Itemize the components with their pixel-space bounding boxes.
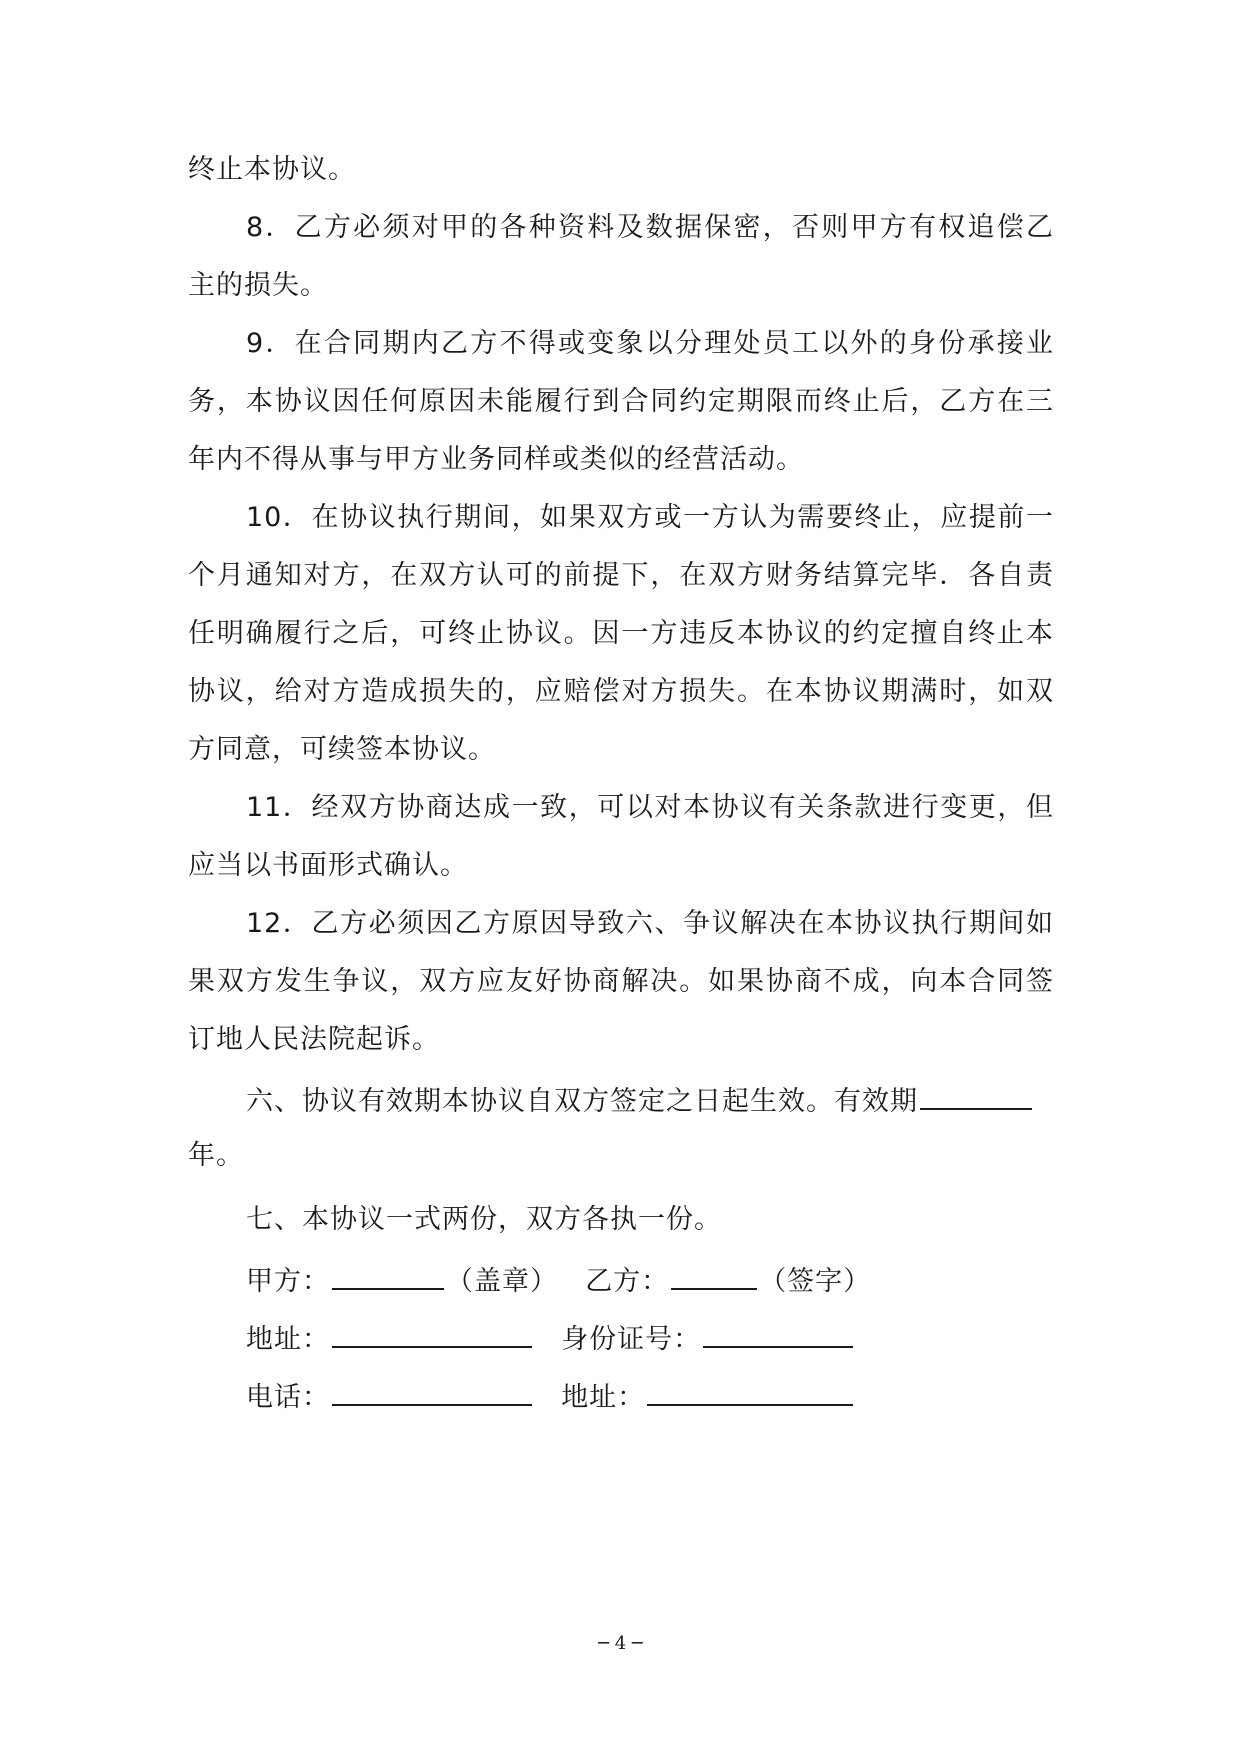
address-2-blank[interactable]	[647, 1374, 853, 1406]
address-label: 地址：	[246, 1324, 330, 1355]
clause-9-line-3: 年内不得从事与甲方业务同样或类似的经营活动。	[188, 444, 804, 475]
section-7: 七、本协议一式两份，双方各执一份。	[246, 1204, 722, 1235]
clause-10-line-5: 方同意，可续签本协议。	[188, 734, 496, 765]
clause-11-line-1: 11．经双方协商达成一致，可以对本协议有关条款进行变更，但	[246, 792, 1054, 823]
clause-9-line-1: 9．在合同期内乙方不得或变象以分理处员工以外的身份承接业	[246, 328, 1054, 359]
section-6-line-2: 年。	[188, 1140, 244, 1171]
page-number: ─ 4 ─	[598, 1633, 643, 1654]
phone-address-row	[246, 1374, 855, 1414]
phone-label: 电话：	[246, 1382, 330, 1413]
party-row	[246, 1258, 871, 1298]
party-a-note: （盖章）	[446, 1266, 558, 1297]
address-id-row	[246, 1316, 855, 1356]
section-6-line-1	[246, 1078, 1034, 1118]
clause-8-line-2: 主的损失。	[188, 270, 328, 301]
id-number-blank[interactable]	[703, 1316, 853, 1348]
id-number-label: 身份证号：	[561, 1324, 702, 1355]
clause-12-line-3: 订地人民法院起诉。	[188, 1024, 440, 1055]
party-b-note: （签字）	[759, 1266, 872, 1297]
clause-8-line-1: 8．乙方必须对甲的各种资料及数据保密，否则甲方有权追偿乙	[246, 212, 1054, 243]
clause-12-line-1: 12．乙方必须因乙方原因导致六、争议解决在本协议执行期间如	[246, 908, 1054, 939]
party-a-label: 甲方：	[246, 1266, 330, 1297]
party-a-blank[interactable]	[332, 1258, 444, 1290]
clause-11-line-2: 应当以书面形式确认。	[188, 850, 468, 881]
address-blank[interactable]	[332, 1316, 532, 1348]
party-b-label: 乙方：	[585, 1266, 670, 1297]
clause-10-line-2: 个月通知对方，在双方认可的前提下，在双方财务结算完毕．各自责	[188, 560, 1054, 591]
clause-10-line-1: 10．在协议执行期间，如果双方或一方认为需要终止，应提前一	[246, 502, 1054, 533]
clause-10-line-3: 任明确履行之后，可终止协议。因一方违反本协议的约定擅自终止本	[188, 618, 1054, 649]
clause-10-line-4: 协议，给对方造成损失的，应赔偿对方损失。在本协议期满时，如双	[188, 676, 1054, 707]
validity-period-blank[interactable]	[920, 1078, 1032, 1110]
address-2-label: 地址：	[561, 1382, 646, 1413]
clause-9-line-2: 务，本协议因任何原因未能履行到合同约定期限而终止后，乙方在三	[188, 386, 1054, 417]
clause-12-line-2: 果双方发生争议，双方应友好协商解决。如果协商不成，向本合同签	[188, 966, 1054, 997]
paragraph-7-tail: 终止本协议。	[188, 154, 356, 185]
phone-blank[interactable]	[332, 1374, 532, 1406]
section-6-text: 六、协议有效期本协议自双方签定之日起生效。有效期	[246, 1086, 918, 1117]
party-b-blank[interactable]	[671, 1258, 757, 1290]
